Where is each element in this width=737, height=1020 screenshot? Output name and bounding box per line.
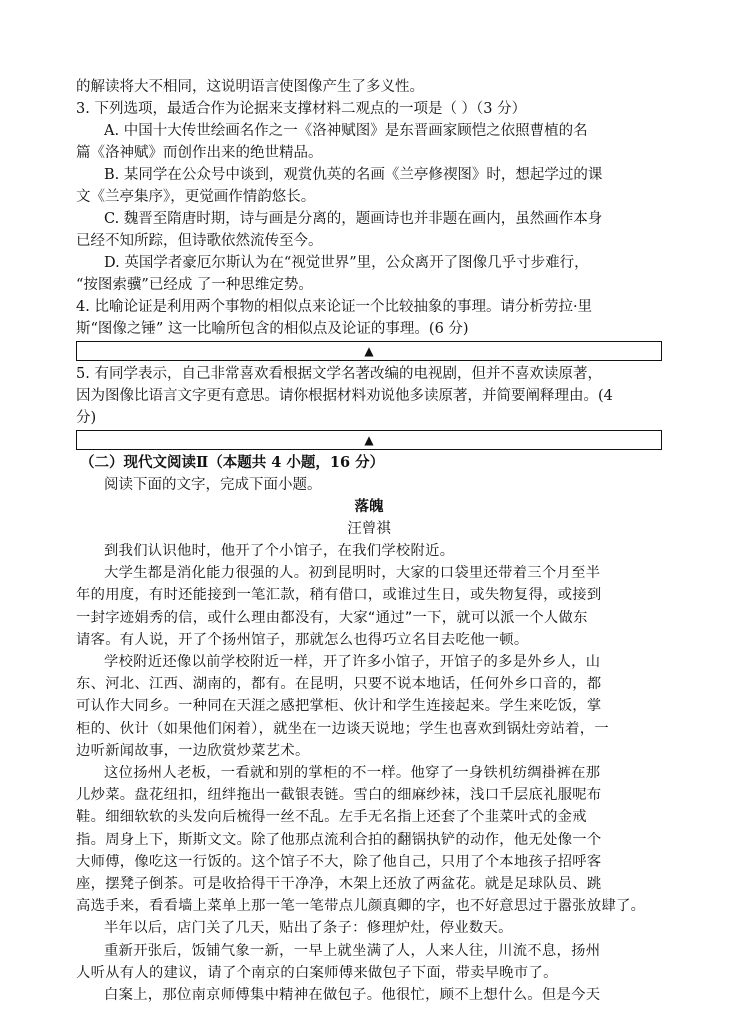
para-2-line4: 请客。有人说，开了个扬州馆子，那就怎么也得巧立名目去吃他一顿。 <box>76 631 529 648</box>
para-4-line3: 鞋。细细软软的头发向后梳得一丝不乱。左手无名指上还套了个韭菜叶式的金戒 <box>76 809 587 826</box>
para-4-line5: 大师傅，像吃这一行饭的。这个馆子不大，除了他自己，只用了个本地孩子招呼客 <box>76 853 602 870</box>
question-5 <box>76 363 662 450</box>
para-4-line2: 儿炒菜。盘花纽扣，纽绊拖出一截银表链。雪白的细麻纱袜，浅口千层底礼服呢布 <box>76 787 602 804</box>
q5-line2: 因为图像比语言文字更有意思。请你根据材料劝说他多读原著，并简要阐释理由。(4 <box>76 388 613 404</box>
q3-option-c-line2: 已经不知所踪，但诗歌依然流传至今。 <box>76 233 323 249</box>
para-3-line1: 学校附近还像以前学校附近一样，开了许多小馆子，开馆子的多是外乡人，山 <box>104 654 601 671</box>
q3-option-d-line2: “按图索骥”已经成 了一种思维定势。 <box>76 277 313 293</box>
para-2-line2: 年的用度，有时还能接到一笔汇款，稍有借口，或谁过生日，或失物复得，或接到 <box>76 587 602 604</box>
para-3-line2: 东、河北、江西、湖南的，都有。在昆明，只要不说本地话，任何外乡口音的，都 <box>76 676 602 693</box>
para-4-line4: 指。周身上下，斯斯文文。除了他那点流利合拍的翻锅执铲的动作，他无处像一个 <box>76 831 602 848</box>
section-2-instruction: 阅读下面的文字，完成下面小题。 <box>104 477 322 493</box>
para-2-line1: 大学生都是消化能力很强的人。初到昆明时，大家的口袋里还带着三个月至半 <box>104 565 601 582</box>
question-4 <box>76 296 662 361</box>
intro-tail: 的解读将大不相同，这说明语言使图像产生了多义性。 <box>76 79 424 95</box>
article-author: 汪曾祺 <box>347 521 391 537</box>
q3-option-a-line1: A. 中国十大传世绘画名作之一《洛神赋图》是东晋画家顾恺之依照曹植的名 <box>104 123 588 139</box>
q3-option-c-line1: C. 魏晋至隋唐时期，诗与画是分离的，题画诗也并非题在画内，虽然画作本身 <box>104 211 603 227</box>
article-body <box>76 540 662 1006</box>
q3-option-d-line1: D. 英国学者豪厄尔斯认为在“视觉世界”里，公众离开了图像几乎寸步难行， <box>104 255 589 271</box>
para-6-line2: 人听从有人的建议，请了个南京的白案师傅来做包子下面，带卖早晚市了。 <box>76 964 558 981</box>
para-4-line1: 这位扬州人老板，一看就和别的掌柜的不一样。他穿了一身铁机纺绸褂裤在那 <box>104 765 601 782</box>
para-6-line1: 重新开张后，饭铺气象一新，一早上就坐满了人，人来人往，川流不息，扬州 <box>104 942 601 959</box>
section-2 <box>76 452 662 1006</box>
exam-page <box>76 76 662 1006</box>
answer-triangle-icon: ▲ <box>364 344 374 358</box>
para-3-line4: 柜的、伙计（如果他们闲着），就坐在一边谈天说地；学生也喜欢到锅灶旁站着，一 <box>76 720 609 737</box>
para-4-line7: 高选手来，看看墙上菜单上那一笔一笔带点儿颜真卿的字，也不好意思过于嚣张放肆了。 <box>76 898 646 915</box>
q3-option-b-line1: B. 某同学在公众号中谈到，观赏仇英的名画《兰亭修禊图》时，想起学过的课 <box>104 167 603 183</box>
question-3 <box>76 98 662 296</box>
para-3-line3: 可认作大同乡。一种同在天涯之感把掌柜、伙计和学生连接起来。学生来吃饭，掌 <box>76 698 602 715</box>
q3-option-b-line2: 文《兰亭集序》，更觉画作情韵悠长。 <box>76 189 316 205</box>
q4-line2: 斯“图像之锤” 这一比喻所包含的相似点及论证的事理。(6 分) <box>76 321 469 337</box>
q3-stem: 3. 下列选项，最适合作为论据来支撑材料二观点的一项是（ ）（3 分） <box>76 101 527 117</box>
q5-line1: 5. 有同学表示，自己非常喜欢看根据文学名著改编的电视剧，但并不喜欢读原著， <box>76 366 602 382</box>
para-2-line3: 一封字迹娟秀的信，或什么理由都没有，大家“通过”一下，就可以派一个人做东 <box>76 609 588 626</box>
para-3-line5: 边听新闻故事，一边欣赏炒菜艺术。 <box>76 742 310 759</box>
q4-answer-box[interactable] <box>76 341 662 361</box>
q3-option-a-line2: 篇《洛神赋》而创作出来的绝世精品。 <box>76 145 323 161</box>
para-1-line1: 到我们认识他时，他开了个小馆子，在我们学校附近。 <box>104 543 455 559</box>
q5-answer-box[interactable] <box>76 430 662 450</box>
article-title: 落魄 <box>354 498 384 515</box>
section-2-title: （二）现代文阅读Ⅱ（本题共 4 小题，16 分） <box>80 454 385 471</box>
answer-triangle-icon: ▲ <box>364 433 374 447</box>
para-5-line1: 半年以后，店门关了几天，贴出了条子：修理炉灶，停业数天。 <box>104 920 513 937</box>
q5-line3: 分) <box>76 410 97 426</box>
q4-line1: 4. 比喻论证是利用两个事物的相似点来论证一个比较抽象的事理。请分析劳拉·里 <box>76 299 593 315</box>
para-4-line6: 座，摆凳子倒茶。可是收拾得干干净净，木架上还放了两盆花。就是足球队员、跳 <box>76 876 602 893</box>
para-7-line1: 白案上，那位南京师傅集中精神在做包子。他很忙，顾不上想什么。但是今天 <box>104 987 601 1004</box>
